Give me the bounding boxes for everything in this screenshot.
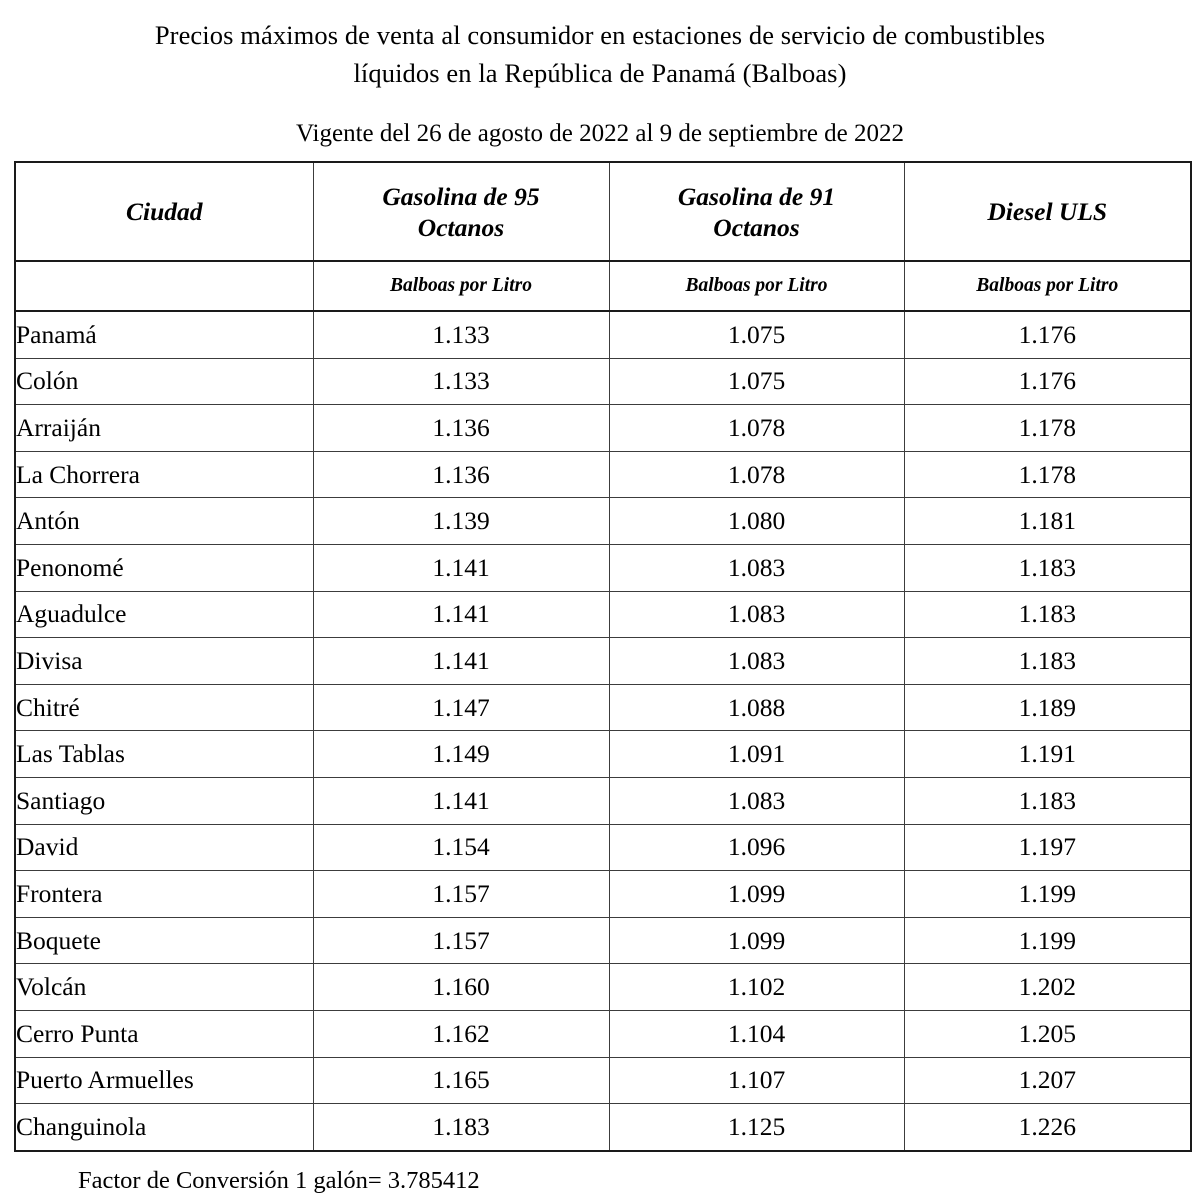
- cell-gasolina-91: 1.091: [609, 731, 904, 778]
- cell-city: La Chorrera: [15, 451, 313, 498]
- table-row: [15, 964, 1191, 1011]
- cell-gasolina-91: 1.083: [609, 544, 904, 591]
- table-row: [15, 591, 1191, 638]
- cell-diesel-uls: 1.176: [904, 311, 1191, 358]
- cell-gasolina-91: 1.080: [609, 498, 904, 545]
- cell-diesel-uls: 1.202: [904, 964, 1191, 1011]
- cell-city: Colón: [15, 358, 313, 405]
- cell-city: Panamá: [15, 311, 313, 358]
- cell-diesel-uls: 1.191: [904, 731, 1191, 778]
- cell-city: Arraiján: [15, 405, 313, 452]
- cell-city: Puerto Armuelles: [15, 1057, 313, 1104]
- cell-diesel-uls: 1.183: [904, 591, 1191, 638]
- table-row: [15, 871, 1191, 918]
- table-row: [15, 498, 1191, 545]
- table-row: [15, 777, 1191, 824]
- cell-city: Antón: [15, 498, 313, 545]
- cell-diesel-uls: 1.199: [904, 917, 1191, 964]
- table-row: [15, 1104, 1191, 1151]
- cell-gasolina-91: 1.099: [609, 871, 904, 918]
- column-header-gasolina-95-line-1: Gasolina de 95: [382, 181, 540, 211]
- column-header-gasolina-91: [609, 162, 904, 261]
- cell-diesel-uls: 1.178: [904, 405, 1191, 452]
- cell-diesel-uls: 1.176: [904, 358, 1191, 405]
- column-header-diesel-uls: [904, 162, 1191, 261]
- page-title-line-2: líquidos en la República de Panamá (Balboas): [353, 58, 847, 88]
- column-header-gasolina-91-line-2: Octanos: [713, 212, 800, 242]
- cell-gasolina-91: 1.083: [609, 591, 904, 638]
- cell-diesel-uls: 1.197: [904, 824, 1191, 871]
- table-header-row-main: [15, 162, 1191, 261]
- cell-diesel-uls: 1.183: [904, 544, 1191, 591]
- column-header-gasolina-95: [313, 162, 609, 261]
- cell-diesel-uls: 1.178: [904, 451, 1191, 498]
- table-row: [15, 544, 1191, 591]
- cell-gasolina-95: 1.141: [313, 591, 609, 638]
- cell-gasolina-91: 1.107: [609, 1057, 904, 1104]
- cell-gasolina-95: 1.154: [313, 824, 609, 871]
- cell-gasolina-95: 1.157: [313, 917, 609, 964]
- table-row: [15, 358, 1191, 405]
- page-subtitle: Vigente del 26 de agosto de 2022 al 9 de septiembre de 2022: [295, 120, 905, 147]
- table-body: [15, 311, 1191, 1151]
- cell-diesel-uls: 1.207: [904, 1057, 1191, 1104]
- cell-gasolina-91: 1.083: [609, 638, 904, 685]
- cell-diesel-uls: 1.181: [904, 498, 1191, 545]
- cell-gasolina-91: 1.075: [609, 311, 904, 358]
- cell-gasolina-95: 1.139: [313, 498, 609, 545]
- table-header: [15, 162, 1191, 311]
- cell-gasolina-91: 1.088: [609, 684, 904, 731]
- cell-gasolina-91: 1.096: [609, 824, 904, 871]
- cell-gasolina-95: 1.147: [313, 684, 609, 731]
- cell-diesel-uls: 1.189: [904, 684, 1191, 731]
- column-header-city-label: Ciudad: [125, 197, 203, 226]
- cell-gasolina-95: 1.162: [313, 1010, 609, 1057]
- column-header-diesel-uls-label: Diesel ULS: [987, 197, 1108, 226]
- cell-city: Volcán: [15, 964, 313, 1011]
- cell-gasolina-91: 1.075: [609, 358, 904, 405]
- cell-city: Las Tablas: [15, 731, 313, 778]
- fuel-price-table: [14, 161, 1192, 1152]
- table-row: [15, 405, 1191, 452]
- cell-gasolina-95: 1.136: [313, 405, 609, 452]
- title-block: [0, 0, 1200, 149]
- cell-gasolina-95: 1.133: [313, 311, 609, 358]
- table-row: [15, 311, 1191, 358]
- column-units-diesel-uls: Balboas por Litro: [904, 261, 1191, 311]
- cell-diesel-uls: 1.183: [904, 638, 1191, 685]
- table-row: [15, 1057, 1191, 1104]
- cell-diesel-uls: 1.205: [904, 1010, 1191, 1057]
- cell-city: Aguadulce: [15, 591, 313, 638]
- cell-gasolina-91: 1.099: [609, 917, 904, 964]
- table-row: [15, 684, 1191, 731]
- column-header-gasolina-95-line-2: Octanos: [417, 212, 505, 242]
- cell-gasolina-95: 1.141: [313, 638, 609, 685]
- cell-gasolina-95: 1.141: [313, 777, 609, 824]
- column-units-city: [15, 261, 313, 311]
- cell-city: Frontera: [15, 871, 313, 918]
- table-row: [15, 1010, 1191, 1057]
- column-header-city: [15, 162, 313, 261]
- cell-city: Boquete: [15, 917, 313, 964]
- cell-city: Penonomé: [15, 544, 313, 591]
- cell-diesel-uls: 1.183: [904, 777, 1191, 824]
- cell-gasolina-91: 1.104: [609, 1010, 904, 1057]
- cell-diesel-uls: 1.226: [904, 1104, 1191, 1151]
- cell-city: David: [15, 824, 313, 871]
- cell-gasolina-95: 1.165: [313, 1057, 609, 1104]
- cell-gasolina-95: 1.157: [313, 871, 609, 918]
- column-units-gasolina-95: Balboas por Litro: [313, 261, 609, 311]
- cell-gasolina-95: 1.141: [313, 544, 609, 591]
- page-title: [58, 16, 1142, 92]
- table-row: [15, 638, 1191, 685]
- column-header-gasolina-91-line-1: Gasolina de 91: [677, 181, 836, 211]
- cell-gasolina-95: 1.133: [313, 358, 609, 405]
- cell-city: Chitré: [15, 684, 313, 731]
- cell-gasolina-95: 1.183: [313, 1104, 609, 1151]
- conversion-factor-note: Factor de Conversión 1 galón= 3.785412: [78, 1166, 480, 1194]
- cell-city: Changuinola: [15, 1104, 313, 1151]
- table-row: [15, 451, 1191, 498]
- table-header-row-units: [15, 261, 1191, 311]
- column-units-gasolina-91: Balboas por Litro: [609, 261, 904, 311]
- cell-gasolina-95: 1.136: [313, 451, 609, 498]
- table-row: [15, 824, 1191, 871]
- cell-city: Santiago: [15, 777, 313, 824]
- cell-gasolina-91: 1.102: [609, 964, 904, 1011]
- cell-diesel-uls: 1.199: [904, 871, 1191, 918]
- cell-gasolina-95: 1.149: [313, 731, 609, 778]
- price-table-container: [0, 149, 1200, 1152]
- table-row: [15, 917, 1191, 964]
- cell-gasolina-95: 1.160: [313, 964, 609, 1011]
- cell-city: Divisa: [15, 638, 313, 685]
- page-title-line-1: Precios máximos de venta al consumidor en estaciones de servicio de combustibles: [154, 20, 1046, 50]
- table-row: [15, 731, 1191, 778]
- cell-gasolina-91: 1.083: [609, 777, 904, 824]
- cell-gasolina-91: 1.078: [609, 405, 904, 452]
- cell-city: Cerro Punta: [15, 1010, 313, 1057]
- cell-gasolina-91: 1.125: [609, 1104, 904, 1151]
- cell-gasolina-91: 1.078: [609, 451, 904, 498]
